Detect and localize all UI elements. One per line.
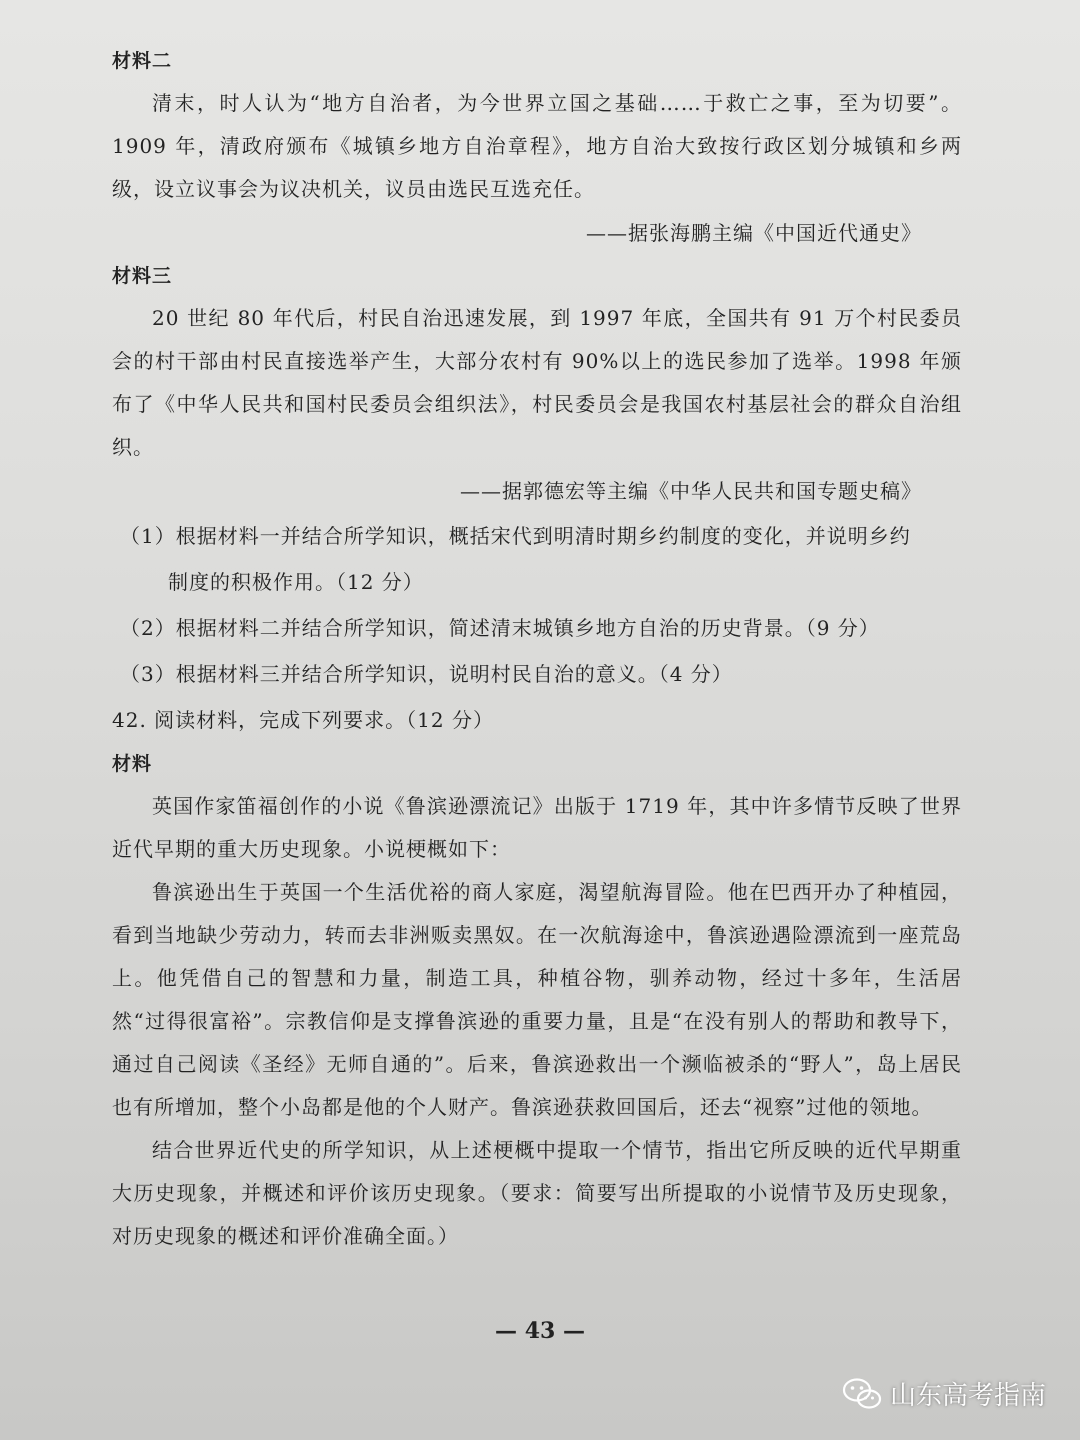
material3-paragraph: 20 世纪 80 年代后，村民自治迅速发展，到 1997 年底，全国共有 91 万个村民委员会的村干部由村民直接选举产生，大部分农村有 90%以上的选民参加了选举。1998 年颁布了《中华人民共和国村民委员会组织法》，村民委员会是我国农村基层社会的群众自治组织。	[112, 306, 962, 459]
q42-material-heading: 材料	[112, 753, 153, 775]
question-1	[112, 513, 962, 605]
question-1-line2: 制度的积极作用。（12 分）	[168, 570, 424, 594]
question-1-line1: （1）根据材料一并结合所学知识，概括宋代到明清时期乡约制度的变化，并说明乡约	[120, 524, 911, 548]
question-2	[112, 605, 962, 651]
wechat-icon	[842, 1377, 882, 1411]
q42-paragraph-2: 鲁滨逊出生于英国一个生活优裕的商人家庭，渴望航海冒险。他在巴西开办了种植园，看到当地缺少劳动力，转而去非洲贩卖黑奴。在一次航海途中，鲁滨逊遇险漂流到一座荒岛上。他凭借自己的智慧和力量，制造工具，种植谷物，驯养动物，经过十多年，生活居然“过得很富裕”。宗教信仰是支撑鲁滨逊的重要力量，且是“在没有别人的帮助和教导下，通过自己阅读《圣经》无师自通的”。后来，鲁滨逊救出一个濒临被杀的“野人”，岛上居民也有所增加，整个小岛都是他的个人财产。鲁滨逊获救回国后，还去“视察”过他的领地。	[112, 880, 962, 1119]
material3-source: ——据郭德宏等主编《中华人民共和国专题史稿》	[460, 479, 922, 503]
question-3	[112, 651, 962, 697]
watermark	[842, 1375, 1046, 1412]
q42-paragraph-1: 英国作家笛福创作的小说《鲁滨逊漂流记》出版于 1719 年，其中许多情节反映了世界近代早期的重大历史现象。小说梗概如下：	[112, 794, 962, 861]
material2-heading: 材料二	[112, 50, 173, 72]
question-42-title: 42. 阅读材料，完成下列要求。（12 分）	[112, 708, 494, 732]
question-3-text: （3）根据材料三并结合所学知识，说明村民自治的意义。（4 分）	[120, 662, 733, 686]
page-number: — 43 —	[495, 1318, 585, 1344]
material3-heading: 材料三	[112, 265, 173, 287]
material2-paragraph: 清末，时人认为“地方自治者，为今世界立国之基础……于救亡之事，至为切要”。1909 年，清政府颁布《城镇乡地方自治章程》，地方自治大致按行政区划分城镇和乡两级，设立议事会为议决机关，议员由选民互选充任。	[112, 91, 962, 201]
page-content	[112, 40, 962, 1258]
question-2-text: （2）根据材料二并结合所学知识，简述清末城镇乡地方自治的历史背景。（9 分）	[120, 616, 880, 640]
q42-paragraph-3: 结合世界近代史的所学知识，从上述梗概中提取一个情节，指出它所反映的近代早期重大历史现象，并概述和评价该历史现象。（要求：简要写出所提取的小说情节及历史现象，对历史现象的概述和评价准确全面。）	[112, 1138, 962, 1248]
material2-source: ——据张海鹏主编《中国近代通史》	[586, 221, 922, 245]
watermark-text: 山东高考指南	[889, 1381, 1046, 1411]
